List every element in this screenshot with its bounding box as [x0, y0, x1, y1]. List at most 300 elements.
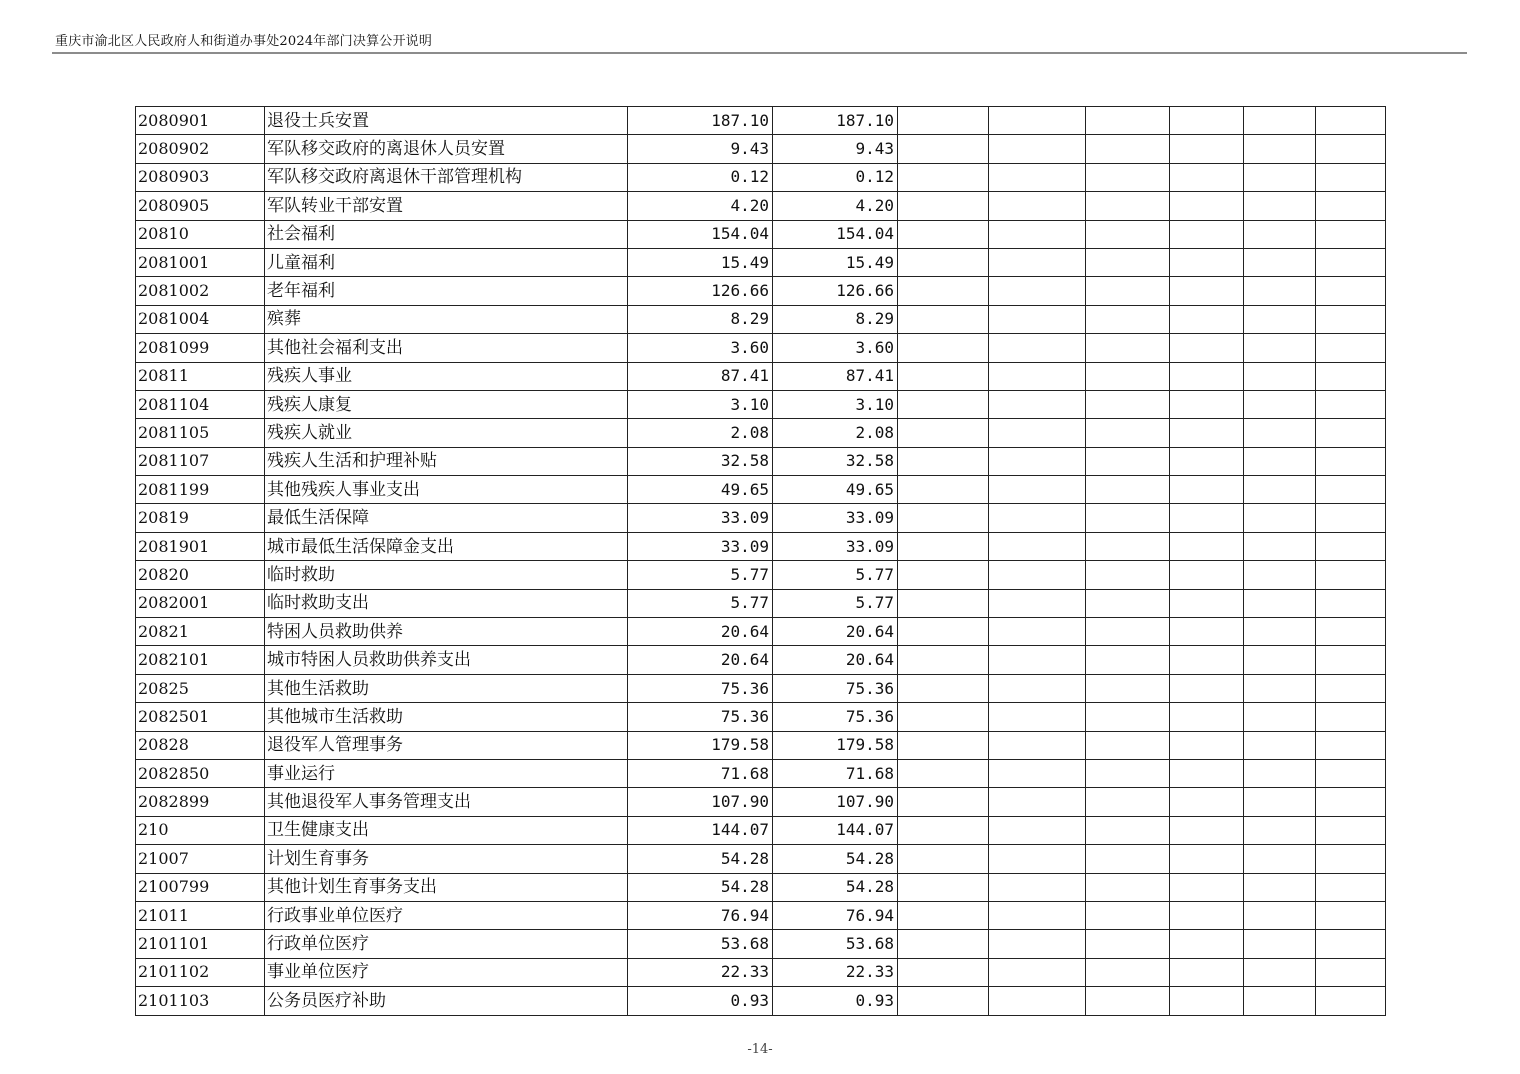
empty-cell	[1086, 532, 1170, 560]
subject-code-cell: 2081199	[136, 476, 265, 504]
empty-cell	[1170, 987, 1244, 1015]
subject-code-cell: 2080903	[136, 163, 265, 191]
empty-cell	[898, 107, 989, 135]
empty-cell	[989, 901, 1086, 929]
table-row	[136, 788, 1386, 816]
empty-cell	[1170, 220, 1244, 248]
table-row	[136, 987, 1386, 1015]
empty-cell	[1316, 305, 1386, 333]
empty-cell	[1086, 248, 1170, 276]
total-amount-cell: 0.93	[628, 987, 773, 1015]
empty-cell	[898, 816, 989, 844]
basic-expenditure-cell: 54.28	[773, 873, 898, 901]
basic-expenditure-cell: 187.10	[773, 107, 898, 135]
empty-cell	[1086, 930, 1170, 958]
empty-cell	[1170, 674, 1244, 702]
total-amount-cell: 2.08	[628, 419, 773, 447]
basic-expenditure-cell: 144.07	[773, 816, 898, 844]
table-row	[136, 476, 1386, 504]
basic-expenditure-cell: 3.10	[773, 390, 898, 418]
subject-code-cell: 20819	[136, 504, 265, 532]
empty-cell	[1170, 589, 1244, 617]
basic-expenditure-cell: 53.68	[773, 930, 898, 958]
empty-cell	[1086, 561, 1170, 589]
empty-cell	[1244, 192, 1316, 220]
table-row	[136, 447, 1386, 475]
empty-cell	[1244, 901, 1316, 929]
table-row	[136, 277, 1386, 305]
subject-name-cell: 行政事业单位医疗	[265, 901, 628, 929]
empty-cell	[898, 958, 989, 986]
subject-name-cell: 残疾人生活和护理补贴	[265, 447, 628, 475]
empty-cell	[989, 731, 1086, 759]
empty-cell	[1316, 390, 1386, 418]
empty-cell	[1244, 589, 1316, 617]
empty-cell	[1170, 476, 1244, 504]
empty-cell	[1316, 901, 1386, 929]
subject-code-cell: 2082899	[136, 788, 265, 816]
empty-cell	[989, 135, 1086, 163]
empty-cell	[1316, 958, 1386, 986]
expenditure-table	[135, 106, 1386, 1016]
table-row	[136, 419, 1386, 447]
empty-cell	[989, 447, 1086, 475]
basic-expenditure-cell: 33.09	[773, 532, 898, 560]
subject-name-cell: 残疾人康复	[265, 390, 628, 418]
subject-name-cell: 公务员医疗补助	[265, 987, 628, 1015]
empty-cell	[1244, 107, 1316, 135]
basic-expenditure-cell: 3.60	[773, 334, 898, 362]
empty-cell	[898, 731, 989, 759]
subject-code-cell: 20821	[136, 618, 265, 646]
empty-cell	[1244, 703, 1316, 731]
empty-cell	[1086, 646, 1170, 674]
empty-cell	[1170, 901, 1244, 929]
subject-code-cell: 21007	[136, 845, 265, 873]
empty-cell	[1086, 731, 1170, 759]
subject-name-cell: 事业运行	[265, 759, 628, 787]
total-amount-cell: 0.12	[628, 163, 773, 191]
empty-cell	[1244, 419, 1316, 447]
subject-code-cell: 2080905	[136, 192, 265, 220]
total-amount-cell: 20.64	[628, 618, 773, 646]
total-amount-cell: 5.77	[628, 589, 773, 617]
table-row	[136, 873, 1386, 901]
total-amount-cell: 5.77	[628, 561, 773, 589]
total-amount-cell: 179.58	[628, 731, 773, 759]
empty-cell	[1170, 192, 1244, 220]
empty-cell	[1170, 277, 1244, 305]
subject-name-cell: 其他社会福利支出	[265, 334, 628, 362]
total-amount-cell: 75.36	[628, 674, 773, 702]
empty-cell	[1170, 419, 1244, 447]
empty-cell	[1086, 390, 1170, 418]
empty-cell	[898, 362, 989, 390]
empty-cell	[1170, 873, 1244, 901]
subject-code-cell: 2101102	[136, 958, 265, 986]
empty-cell	[1170, 958, 1244, 986]
basic-expenditure-cell: 0.93	[773, 987, 898, 1015]
empty-cell	[1244, 646, 1316, 674]
empty-cell	[1316, 788, 1386, 816]
empty-cell	[898, 930, 989, 958]
total-amount-cell: 76.94	[628, 901, 773, 929]
empty-cell	[989, 305, 1086, 333]
empty-cell	[1170, 930, 1244, 958]
empty-cell	[898, 504, 989, 532]
subject-code-cell: 2080902	[136, 135, 265, 163]
empty-cell	[989, 390, 1086, 418]
subject-code-cell: 2081105	[136, 419, 265, 447]
empty-cell	[1086, 334, 1170, 362]
total-amount-cell: 53.68	[628, 930, 773, 958]
empty-cell	[1086, 759, 1170, 787]
empty-cell	[1244, 362, 1316, 390]
total-amount-cell: 33.09	[628, 504, 773, 532]
empty-cell	[898, 674, 989, 702]
empty-cell	[1086, 901, 1170, 929]
empty-cell	[1086, 305, 1170, 333]
basic-expenditure-cell: 20.64	[773, 646, 898, 674]
table-row	[136, 703, 1386, 731]
empty-cell	[1316, 476, 1386, 504]
empty-cell	[898, 987, 989, 1015]
empty-cell	[1244, 277, 1316, 305]
subject-code-cell: 2081901	[136, 532, 265, 560]
total-amount-cell: 126.66	[628, 277, 773, 305]
subject-code-cell: 2081002	[136, 277, 265, 305]
basic-expenditure-cell: 22.33	[773, 958, 898, 986]
empty-cell	[898, 447, 989, 475]
empty-cell	[1244, 390, 1316, 418]
empty-cell	[1244, 731, 1316, 759]
empty-cell	[1316, 107, 1386, 135]
empty-cell	[1316, 589, 1386, 617]
empty-cell	[1086, 618, 1170, 646]
empty-cell	[1316, 816, 1386, 844]
empty-cell	[1316, 987, 1386, 1015]
empty-cell	[1170, 646, 1244, 674]
table-row	[136, 816, 1386, 844]
empty-cell	[1316, 220, 1386, 248]
empty-cell	[1170, 845, 1244, 873]
empty-cell	[898, 248, 989, 276]
subject-name-cell: 军队移交政府离退休干部管理机构	[265, 163, 628, 191]
empty-cell	[898, 277, 989, 305]
basic-expenditure-cell: 5.77	[773, 561, 898, 589]
empty-cell	[1316, 674, 1386, 702]
empty-cell	[989, 873, 1086, 901]
subject-name-cell: 特困人员救助供养	[265, 618, 628, 646]
basic-expenditure-cell: 71.68	[773, 759, 898, 787]
empty-cell	[989, 277, 1086, 305]
empty-cell	[1244, 476, 1316, 504]
empty-cell	[989, 192, 1086, 220]
subject-code-cell: 2082101	[136, 646, 265, 674]
empty-cell	[898, 163, 989, 191]
empty-cell	[1170, 703, 1244, 731]
total-amount-cell: 22.33	[628, 958, 773, 986]
empty-cell	[1086, 674, 1170, 702]
total-amount-cell: 54.28	[628, 873, 773, 901]
total-amount-cell: 20.64	[628, 646, 773, 674]
empty-cell	[1316, 135, 1386, 163]
empty-cell	[1086, 220, 1170, 248]
empty-cell	[1244, 816, 1316, 844]
subject-code-cell: 2082850	[136, 759, 265, 787]
empty-cell	[1170, 618, 1244, 646]
empty-cell	[989, 788, 1086, 816]
empty-cell	[1316, 561, 1386, 589]
empty-cell	[989, 703, 1086, 731]
empty-cell	[1316, 532, 1386, 560]
table-row	[136, 135, 1386, 163]
empty-cell	[898, 220, 989, 248]
empty-cell	[1316, 759, 1386, 787]
basic-expenditure-cell: 154.04	[773, 220, 898, 248]
empty-cell	[1316, 504, 1386, 532]
empty-cell	[989, 504, 1086, 532]
basic-expenditure-cell: 15.49	[773, 248, 898, 276]
subject-name-cell: 城市特困人员救助供养支出	[265, 646, 628, 674]
empty-cell	[898, 759, 989, 787]
subject-code-cell: 2082001	[136, 589, 265, 617]
empty-cell	[1086, 589, 1170, 617]
empty-cell	[1086, 845, 1170, 873]
empty-cell	[989, 163, 1086, 191]
empty-cell	[1244, 958, 1316, 986]
empty-cell	[989, 362, 1086, 390]
basic-expenditure-cell: 20.64	[773, 618, 898, 646]
basic-expenditure-cell: 9.43	[773, 135, 898, 163]
empty-cell	[1316, 334, 1386, 362]
table-row	[136, 618, 1386, 646]
subject-name-cell: 军队移交政府的离退休人员安置	[265, 135, 628, 163]
empty-cell	[1244, 845, 1316, 873]
basic-expenditure-cell: 75.36	[773, 703, 898, 731]
table-row	[136, 362, 1386, 390]
empty-cell	[989, 220, 1086, 248]
empty-cell	[1244, 987, 1316, 1015]
total-amount-cell: 32.58	[628, 447, 773, 475]
empty-cell	[1086, 958, 1170, 986]
empty-cell	[1086, 504, 1170, 532]
empty-cell	[1316, 447, 1386, 475]
subject-name-cell: 其他残疾人事业支出	[265, 476, 628, 504]
empty-cell	[898, 192, 989, 220]
empty-cell	[1086, 419, 1170, 447]
empty-cell	[1316, 248, 1386, 276]
empty-cell	[1244, 334, 1316, 362]
table-row	[136, 731, 1386, 759]
empty-cell	[989, 674, 1086, 702]
empty-cell	[1170, 788, 1244, 816]
table-row	[136, 532, 1386, 560]
empty-cell	[989, 930, 1086, 958]
empty-cell	[1244, 135, 1316, 163]
empty-cell	[1244, 674, 1316, 702]
empty-cell	[1316, 419, 1386, 447]
empty-cell	[1316, 362, 1386, 390]
empty-cell	[1170, 816, 1244, 844]
basic-expenditure-cell: 49.65	[773, 476, 898, 504]
empty-cell	[898, 135, 989, 163]
table-row	[136, 845, 1386, 873]
subject-name-cell: 儿童福利	[265, 248, 628, 276]
empty-cell	[1170, 447, 1244, 475]
subject-name-cell: 老年福利	[265, 277, 628, 305]
table-row	[136, 163, 1386, 191]
empty-cell	[1244, 532, 1316, 560]
subject-name-cell: 计划生育事务	[265, 845, 628, 873]
empty-cell	[898, 901, 989, 929]
subject-name-cell: 其他计划生育事务支出	[265, 873, 628, 901]
empty-cell	[1170, 362, 1244, 390]
empty-cell	[1244, 930, 1316, 958]
subject-code-cell: 2081004	[136, 305, 265, 333]
basic-expenditure-cell: 8.29	[773, 305, 898, 333]
empty-cell	[1086, 447, 1170, 475]
empty-cell	[1170, 107, 1244, 135]
table-body	[136, 107, 1386, 1016]
subject-name-cell: 卫生健康支出	[265, 816, 628, 844]
table-row	[136, 759, 1386, 787]
total-amount-cell: 75.36	[628, 703, 773, 731]
empty-cell	[989, 476, 1086, 504]
page-number: -14-	[747, 1042, 773, 1057]
empty-cell	[989, 334, 1086, 362]
empty-cell	[1244, 873, 1316, 901]
table-row	[136, 220, 1386, 248]
empty-cell	[989, 248, 1086, 276]
table-row	[136, 901, 1386, 929]
empty-cell	[989, 759, 1086, 787]
basic-expenditure-cell: 76.94	[773, 901, 898, 929]
basic-expenditure-cell: 87.41	[773, 362, 898, 390]
empty-cell	[1086, 873, 1170, 901]
subject-name-cell: 残疾人就业	[265, 419, 628, 447]
empty-cell	[1316, 873, 1386, 901]
empty-cell	[1244, 504, 1316, 532]
empty-cell	[1086, 987, 1170, 1015]
subject-code-cell: 2081104	[136, 390, 265, 418]
empty-cell	[1244, 561, 1316, 589]
basic-expenditure-cell: 0.12	[773, 163, 898, 191]
total-amount-cell: 187.10	[628, 107, 773, 135]
empty-cell	[1244, 759, 1316, 787]
subject-code-cell: 20825	[136, 674, 265, 702]
subject-name-cell: 其他生活救助	[265, 674, 628, 702]
empty-cell	[1086, 163, 1170, 191]
total-amount-cell: 4.20	[628, 192, 773, 220]
empty-cell	[1316, 731, 1386, 759]
document-header-title: 重庆市渝北区人民政府人和街道办事处2024年部门决算公开说明	[55, 34, 433, 49]
total-amount-cell: 8.29	[628, 305, 773, 333]
subject-code-cell: 20811	[136, 362, 265, 390]
empty-cell	[989, 987, 1086, 1015]
empty-cell	[1244, 618, 1316, 646]
total-amount-cell: 144.07	[628, 816, 773, 844]
empty-cell	[1170, 135, 1244, 163]
subject-code-cell: 21011	[136, 901, 265, 929]
subject-name-cell: 社会福利	[265, 220, 628, 248]
empty-cell	[1244, 788, 1316, 816]
subject-name-cell: 城市最低生活保障金支出	[265, 532, 628, 560]
empty-cell	[1316, 163, 1386, 191]
empty-cell	[1244, 248, 1316, 276]
empty-cell	[989, 646, 1086, 674]
subject-code-cell: 2081001	[136, 248, 265, 276]
empty-cell	[1316, 192, 1386, 220]
table-row	[136, 192, 1386, 220]
empty-cell	[1170, 248, 1244, 276]
empty-cell	[1086, 816, 1170, 844]
empty-cell	[989, 816, 1086, 844]
empty-cell	[989, 845, 1086, 873]
subject-code-cell: 2101101	[136, 930, 265, 958]
table-row	[136, 646, 1386, 674]
empty-cell	[1086, 703, 1170, 731]
empty-cell	[1316, 703, 1386, 731]
basic-expenditure-cell: 2.08	[773, 419, 898, 447]
subject-code-cell: 2081107	[136, 447, 265, 475]
subject-name-cell: 最低生活保障	[265, 504, 628, 532]
subject-code-cell: 2100799	[136, 873, 265, 901]
table-row	[136, 107, 1386, 135]
empty-cell	[1086, 476, 1170, 504]
empty-cell	[1086, 107, 1170, 135]
table-row	[136, 674, 1386, 702]
subject-code-cell: 210	[136, 816, 265, 844]
empty-cell	[898, 703, 989, 731]
empty-cell	[898, 873, 989, 901]
empty-cell	[1316, 646, 1386, 674]
empty-cell	[898, 618, 989, 646]
subject-code-cell: 20828	[136, 731, 265, 759]
empty-cell	[1244, 220, 1316, 248]
subject-name-cell: 事业单位医疗	[265, 958, 628, 986]
empty-cell	[898, 561, 989, 589]
empty-cell	[898, 532, 989, 560]
total-amount-cell: 107.90	[628, 788, 773, 816]
total-amount-cell: 9.43	[628, 135, 773, 163]
subject-name-cell: 残疾人事业	[265, 362, 628, 390]
table-row	[136, 390, 1386, 418]
empty-cell	[1244, 163, 1316, 191]
subject-name-cell: 临时救助	[265, 561, 628, 589]
empty-cell	[1170, 561, 1244, 589]
empty-cell	[1244, 447, 1316, 475]
subject-name-cell: 军队转业干部安置	[265, 192, 628, 220]
subject-name-cell: 殡葬	[265, 305, 628, 333]
empty-cell	[1170, 334, 1244, 362]
empty-cell	[1086, 788, 1170, 816]
empty-cell	[1086, 277, 1170, 305]
empty-cell	[1316, 618, 1386, 646]
empty-cell	[989, 532, 1086, 560]
subject-name-cell: 其他退役军人事务管理支出	[265, 788, 628, 816]
subject-code-cell: 2082501	[136, 703, 265, 731]
empty-cell	[989, 107, 1086, 135]
table-row	[136, 561, 1386, 589]
basic-expenditure-cell: 5.77	[773, 589, 898, 617]
table-row	[136, 958, 1386, 986]
table-row	[136, 589, 1386, 617]
empty-cell	[898, 845, 989, 873]
empty-cell	[989, 419, 1086, 447]
subject-code-cell: 20810	[136, 220, 265, 248]
table-row	[136, 305, 1386, 333]
